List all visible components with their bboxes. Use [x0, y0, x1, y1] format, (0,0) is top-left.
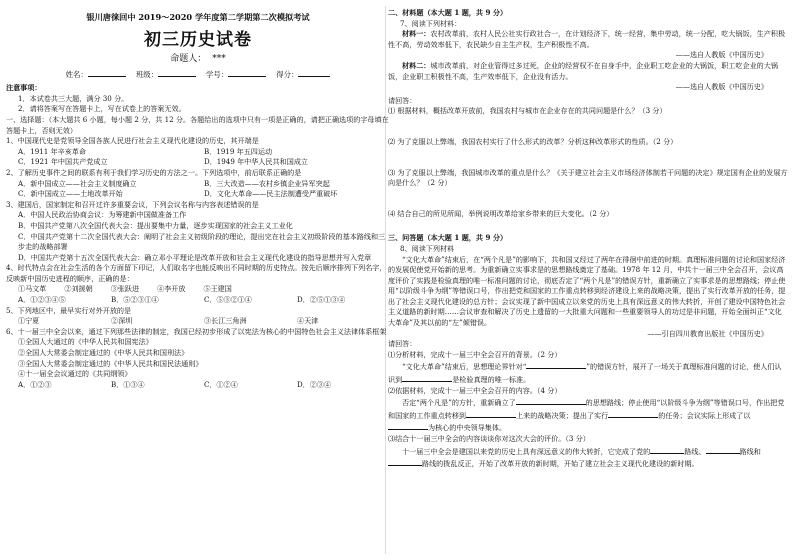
- q1-option-d[interactable]: D．1949 年中华人民共和国成立: [204, 157, 309, 167]
- q5-options: [6, 316, 390, 327]
- q4-item: ①马文革: [18, 284, 47, 294]
- fill-blank[interactable]: [516, 396, 586, 405]
- q7-ask: 请回答：: [388, 95, 417, 105]
- exam-title: 初三历史试卷: [144, 29, 252, 50]
- q8-material: “文化大革命”结束后，在“两个凡是”的影响下，共和国又经过了两年在徘徊中前进的时期。真理标准问题的讨论和国家经济的发展促使党开始新的思考。为重新确立实事求是的思想路线奠定了基础。1978 年 12 月，中共十一届三中全会召开，会议高度评价了实践是检验真理的唯一标准问题的讨论，彻底否定了“两个凡是”的错误方针，重新确立了实事求是的思想路线；停止使用“以阶级斗争为纲”等错误口号，作出把党和国家的工作重点转移到经济建设上来的战略决策，提出了实行改革开放的任务，提出了社会主义现代化建设的总方针；会议实现了新中国成立以来党的历史上具有深远意义的伟大转折，开创了建设中国特色社会主义道路的新时期……会议审查和解决了历史上遗留的一大批重大问题和一些重要领导人的功过是非问题，开始全面纠正“文化大革命”及其以前的“左”倾错误。: [388, 254, 786, 328]
- name-field[interactable]: 姓名：: [66, 68, 126, 81]
- q4-item: ⑤王建国: [203, 284, 232, 294]
- material-1-source: ——选自人教版《中国历史》: [675, 50, 768, 60]
- q6-option-b[interactable]: B．①③④: [111, 379, 145, 389]
- q4-option-b[interactable]: B．⑤②③①④: [111, 295, 159, 305]
- q3-option-c[interactable]: C．中国共产党第十二次全国代表大会：阐明了社会主义初级阶段的理论，提出完在社会主义初级阶段的基本路线和三步走的战略部署: [18, 231, 386, 252]
- q2-stem: 2、了解历史事件之间的联系有利于我们学习历史的方法之一。下列选项中，前后联系正确的是: [6, 167, 302, 177]
- q8-intro: 8、阅读下列材料: [400, 243, 455, 253]
- q8-sub1-fill: “文化大革命”结束后，思想理论界针对“ ”的错误方针，展开了一场关于真理标准问题的讨论，使人们认识到 是检验真理的唯一标准。: [388, 362, 782, 385]
- q6-item: ③全国人大常委会制定通过的《中华人民共和国民法通则》: [18, 358, 203, 368]
- q8-conclusion: 十一届三中全会是建国以来党的历史上具有深远意义的伟大转折，它完成了党的 路线、 路线和路线的拨乱反正，开始了改革开放的新时期，开始了建立社会主义现代化建设的新时期。: [388, 445, 788, 470]
- q5-option-4[interactable]: ④天津: [297, 316, 319, 326]
- right-column: [388, 0, 788, 560]
- note-item: 1．本试卷共三大题，满分 30 分。: [18, 93, 129, 103]
- fill-blank[interactable]: [388, 421, 428, 430]
- q6-options: [6, 380, 390, 391]
- answer-space[interactable]: [388, 219, 788, 233]
- fill-blank[interactable]: [608, 409, 658, 418]
- q6-option-a[interactable]: A．①②③: [18, 379, 52, 389]
- q4-items: [6, 284, 390, 295]
- q2-options: [6, 179, 390, 200]
- author-row: [6, 53, 390, 65]
- q8-sub1: ⑴分析材料，完成十一届三中全会召开的背景。（2 分）: [388, 349, 562, 359]
- answer-space[interactable]: [388, 117, 788, 137]
- fill-blank[interactable]: [526, 360, 586, 369]
- q8-material-source: ——引自四川教育出版社《中国历史》: [647, 328, 768, 338]
- q4-item: ④李开放: [157, 284, 186, 294]
- q4-item: ②刘援朝: [64, 284, 93, 294]
- q5-stem: 5、下列地区中，最早实行对外开放的是: [6, 305, 132, 315]
- left-column: [6, 0, 390, 560]
- q6-option-c[interactable]: C．①②④: [204, 379, 238, 389]
- material-2-source: ——选自人教版《中国历史》: [675, 82, 768, 92]
- q4-option-c[interactable]: C．⑤③②①④: [204, 295, 252, 305]
- q8-sub2-fill: 否定“两个凡是”的方针，重新确立了 的思想路线；停止使用“以阶级斗争为纲”等错误口号，作出把党和国家的工作重点转移到 上来的战略决策；提出了实行 的任务；会议实际上形成了以为核心的中央领导集体。: [388, 398, 785, 433]
- q4-options: [6, 295, 390, 306]
- q6-option-d[interactable]: D．②③④: [297, 379, 332, 389]
- q7-sub3: ⑶ 为了克服以上弊端，我国城市改革的重点是什么？《关于建立社会主义市场经济体制若干问题的决定》规定国有企业的发展方向是什么？（2 分）: [388, 167, 788, 188]
- q2-option-c[interactable]: C．新中国成立——土地改革开始: [18, 189, 123, 199]
- q7-sub2: ⑵ 为了克服以上弊端，我国农村实行了什么形式的改革？分析这种改革形式的性质。（2 分）: [388, 136, 678, 146]
- material-2: 材料二：城市改革前，对企业管得过多过死，企业的经营权不在自身手中，企业职工吃企业的大锅饭，职工吃企业的大锅饭，企业职工积极性不高，生产效率低下，企业没有活力。: [388, 60, 778, 81]
- q6-item: ①全国人大通过的《中华人民共和国宪法》: [18, 337, 153, 347]
- class-field[interactable]: 班级：: [136, 68, 196, 81]
- fill-blank[interactable]: [466, 409, 516, 418]
- q3-option-a[interactable]: A．中国人民政治协商会议：为筹建新中国做准备工作: [18, 210, 187, 220]
- q8-sub2: ⑵依据材料，完成十一届三中全会召开的内容。（4 分）: [388, 385, 562, 395]
- number-field[interactable]: 学号：: [206, 68, 266, 81]
- q1-stem: 1、中国现代史是党领导全国各族人民进行社会主义现代化建设的历史，其开端是: [6, 136, 259, 146]
- q7-sub4: ⑷ 结合自己的所见所闻，举例说明改革给家乡带来的巨大变化。（2 分）: [388, 208, 614, 218]
- q7-intro: 7、阅读下列材料：: [400, 18, 462, 28]
- material-1: 材料一：农村改革前，农村人民公社实行政社合一，在计划经济下，统一经营，集中劳动，统一分配，吃大锅饭，生产积极性不高，劳动效率低下，农民缺少自主生产权，生产积极性不高。: [388, 29, 786, 49]
- fill-blank[interactable]: [388, 457, 422, 466]
- school-line: 银川唐徕回中 2019～2020 学年度第二学期第二次模拟考试: [86, 12, 310, 22]
- q8-ask: 请回答：: [388, 339, 417, 349]
- q1-option-c[interactable]: C．1921 年中国共产党成立: [18, 157, 108, 167]
- score-field[interactable]: 得分：: [276, 68, 330, 81]
- section3-title: 三、问答题（本大题 1 题，共 9 分）: [388, 233, 508, 243]
- answer-space[interactable]: [388, 189, 788, 209]
- q2-option-b[interactable]: B．三大改造——农村乡镇企业异军突起: [204, 178, 330, 188]
- q1-option-b[interactable]: B．1919 年五四运动: [204, 146, 273, 156]
- q4-stem: 4、时代特点会在社会生活的各个方面留下印记，人们取名字也能反映出不同时期的历史特点。按先后顺序排列下列名字，反映新中国历史进程的顺序，正确的是：: [6, 263, 387, 283]
- section1-title: 一、选择题：（本大题共 6 小题，每小题 2 分，共 12 分。各题给出的选项中只有一项是正确的，请把正确选项的字母填在答题卡上，否则无效）: [6, 114, 389, 135]
- q3-stem: 3、建国后，国家制定和召开过许多重要会议，下列会议名称与内容表述错误的是: [6, 199, 259, 209]
- q5-option-3[interactable]: ③长江三角洲: [204, 316, 247, 326]
- q3-option-d[interactable]: D．中国共产党第十五次全国代表大会：确立邓小平理论是改革开放和社会主义现代化建设的指导思想并写入党章: [18, 252, 372, 262]
- notes-title: 注意事项：: [6, 83, 42, 93]
- fill-blank[interactable]: [706, 445, 740, 454]
- fill-blank[interactable]: [402, 373, 452, 382]
- q5-option-1[interactable]: ①宁夏: [18, 316, 40, 326]
- author-value: ***: [212, 53, 226, 64]
- q4-item: ③张跃进: [110, 284, 140, 294]
- q4-option-a[interactable]: A．①②③④⑤: [18, 295, 66, 305]
- q7-sub1: ⑴ 根据材料，概括改革开放前，我国农村与城市在企业存在的共同问题是什么？（3 分）: [388, 106, 667, 116]
- answer-space[interactable]: [388, 148, 788, 168]
- q3-option-b[interactable]: B．中国共产党第八次全国代表大会：提出要集中力量，逐步实现国家的社会主义工业化: [18, 220, 293, 230]
- q2-option-d[interactable]: D．文化大革命——民主法制遭受严重破坏: [204, 189, 338, 199]
- q4-option-d[interactable]: D．②⑤①③④: [297, 295, 346, 305]
- q6-item: ②全国人大常委会制定通过的《中华人民共和国刑法》: [18, 348, 189, 358]
- author-label: 命题人：: [170, 53, 207, 64]
- q1-options: [6, 147, 390, 168]
- student-info-row: [6, 68, 390, 81]
- q2-option-a[interactable]: A．新中国成立——社会主义制度确立: [18, 178, 137, 188]
- fill-blank[interactable]: [650, 445, 684, 454]
- section2-title: 二、材料题（本大题 1 题，共 9 分）: [388, 8, 508, 17]
- q8-sub3: ⑶结合十一届三中全会的内容谈谈你对这次大会的评价。（3 分）: [388, 434, 590, 443]
- q6-stem: 6、十一届三中全会以来，通过下列那些法律的制定，我国已经初步形成了以宪法为核心的中国特色社会主义法律体系框架: [6, 326, 387, 336]
- q5-option-2[interactable]: ②深圳: [111, 316, 133, 326]
- q1-option-a[interactable]: A．1911 年辛亥革命: [18, 146, 86, 156]
- note-item: 2．请将答案写在答题卡上，写在试卷上的答案无效。: [18, 104, 186, 114]
- q6-item: ④十一届全会议通过的《共同纲领》: [18, 369, 132, 379]
